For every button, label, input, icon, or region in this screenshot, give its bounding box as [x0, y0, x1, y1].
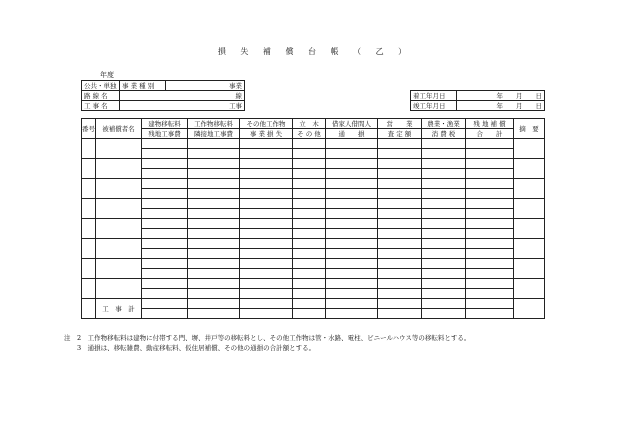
- col-header-top: 営 業: [378, 119, 422, 129]
- col-header-bottom: 事 業 損 失: [240, 129, 293, 139]
- amount-cell: [142, 199, 188, 209]
- amount-cell: [422, 299, 466, 309]
- amount-cell: [422, 149, 466, 159]
- col-header-top: 立 木: [293, 119, 326, 129]
- amount-cell: [378, 279, 422, 289]
- dates-table: [410, 90, 545, 111]
- amount-cell: [378, 299, 422, 309]
- amount-cell: [422, 139, 466, 149]
- route-name-label: 路 線 名: [82, 91, 120, 101]
- col-number-header: 番号: [82, 119, 96, 139]
- amount-cell: [293, 289, 326, 299]
- amount-cell: [326, 259, 378, 269]
- amount-cell: [240, 249, 293, 259]
- amount-cell: [142, 159, 188, 169]
- amount-cell: [293, 169, 326, 179]
- amount-cell: [188, 249, 240, 259]
- amount-cell: [378, 159, 422, 169]
- note-2: 注 2 工作物移転料は建物に付帯する門、塀、井戸等の移転料とし、その他工作物は管・水路、電柱、ビニールハウス等の移転料とする。: [64, 334, 471, 342]
- remarks-cell: [514, 299, 545, 319]
- amount-cell: [142, 269, 188, 279]
- amount-cell: [326, 229, 378, 239]
- amount-cell: [188, 279, 240, 289]
- remarks-cell: [514, 159, 545, 179]
- amount-cell: [142, 249, 188, 259]
- amount-cell: [142, 149, 188, 159]
- row-number-cell: [82, 199, 96, 219]
- amount-cell: [188, 209, 240, 219]
- amount-cell: [188, 149, 240, 159]
- amount-cell: [326, 139, 378, 149]
- col-header-bottom: 残地工事費: [142, 129, 188, 139]
- amount-cell: [188, 309, 240, 319]
- amount-cell: [240, 209, 293, 219]
- ledger-row: [82, 259, 545, 269]
- amount-cell: [188, 159, 240, 169]
- amount-cell: [422, 159, 466, 169]
- remarks-cell: [514, 179, 545, 199]
- col-header-top: その他工作物: [240, 119, 293, 129]
- amount-cell: [466, 179, 514, 189]
- ledger-row: [82, 199, 545, 209]
- amount-cell: [142, 219, 188, 229]
- amount-cell: [240, 269, 293, 279]
- amount-cell: [240, 279, 293, 289]
- amount-cell: [326, 149, 378, 159]
- amount-cell: [378, 149, 422, 159]
- amount-cell: [326, 169, 378, 179]
- col-header-top: 建物移転料: [142, 119, 188, 129]
- col-header-bottom: 隣接地工事費: [188, 129, 240, 139]
- ledger-row: [82, 269, 545, 279]
- amount-cell: [378, 229, 422, 239]
- amount-cell: [422, 309, 466, 319]
- amount-cell: [466, 209, 514, 219]
- amount-cell: [142, 299, 188, 309]
- amount-cell: [466, 139, 514, 149]
- amount-cell: [466, 229, 514, 239]
- amount-cell: [240, 299, 293, 309]
- amount-cell: [466, 239, 514, 249]
- row-name-cell: [96, 219, 142, 239]
- remarks-cell: [514, 219, 545, 239]
- end-date-value: 年 月 日: [457, 101, 545, 111]
- amount-cell: [240, 289, 293, 299]
- amount-cell: [293, 239, 326, 249]
- amount-cell: [188, 219, 240, 229]
- ledger-row: [82, 219, 545, 229]
- amount-cell: [293, 179, 326, 189]
- amount-cell: [422, 229, 466, 239]
- amount-cell: [422, 239, 466, 249]
- remarks-cell: [514, 279, 545, 299]
- amount-cell: [326, 179, 378, 189]
- amount-cell: [240, 179, 293, 189]
- amount-cell: [466, 159, 514, 169]
- ledger-row: [82, 309, 545, 319]
- ledger-row: [82, 209, 545, 219]
- amount-cell: [466, 279, 514, 289]
- amount-cell: [422, 209, 466, 219]
- col-remarks-header: 摘 要: [514, 119, 545, 139]
- ledger-row: [82, 189, 545, 199]
- ledger-row: [82, 149, 545, 159]
- amount-cell: [240, 229, 293, 239]
- amount-cell: [378, 179, 422, 189]
- col-name-header: 被補償者名: [96, 119, 142, 139]
- amount-cell: [142, 179, 188, 189]
- col-header-bottom: 査 定 額: [378, 129, 422, 139]
- remarks-cell: [514, 139, 545, 159]
- amount-cell: [240, 219, 293, 229]
- amount-cell: [293, 199, 326, 209]
- amount-cell: [188, 299, 240, 309]
- amount-cell: [422, 289, 466, 299]
- amount-cell: [188, 259, 240, 269]
- amount-cell: [293, 259, 326, 269]
- amount-cell: [293, 139, 326, 149]
- ledger-row: [82, 179, 545, 189]
- amount-cell: [378, 239, 422, 249]
- row-name-cell: [96, 279, 142, 299]
- row-number-cell: [82, 259, 96, 279]
- amount-cell: [142, 279, 188, 289]
- note-3: 3 通損は、移転雑費、動産移転料、仮住居補償、その他の通損の合計額とする。: [64, 344, 316, 352]
- col-header-bottom: 通 損: [326, 129, 378, 139]
- col-header-top: 借家人借間人: [326, 119, 378, 129]
- amount-cell: [142, 239, 188, 249]
- amount-cell: [422, 179, 466, 189]
- remarks-cell: [514, 259, 545, 279]
- amount-cell: [293, 279, 326, 289]
- amount-cell: [466, 219, 514, 229]
- amount-cell: [378, 219, 422, 229]
- amount-cell: [188, 179, 240, 189]
- amount-cell: [188, 229, 240, 239]
- notes: [64, 333, 470, 353]
- col-header-bottom: 合 計: [466, 129, 514, 139]
- row-name-cell: [96, 159, 142, 179]
- amount-cell: [188, 199, 240, 209]
- amount-cell: [326, 279, 378, 289]
- amount-cell: [466, 289, 514, 299]
- amount-cell: [293, 269, 326, 279]
- project-info-table: [81, 80, 245, 111]
- amount-cell: [293, 249, 326, 259]
- amount-cell: [422, 259, 466, 269]
- ledger-row: [82, 229, 545, 239]
- row-name-cell: [96, 139, 142, 159]
- amount-cell: [422, 269, 466, 279]
- amount-cell: [188, 289, 240, 299]
- start-date-label: 着工年月日: [411, 91, 457, 101]
- amount-cell: [240, 239, 293, 249]
- amount-cell: [422, 249, 466, 259]
- amount-cell: [466, 149, 514, 159]
- amount-cell: [422, 189, 466, 199]
- public-single-label: 公共・単独: [82, 81, 120, 91]
- amount-cell: [293, 209, 326, 219]
- amount-cell: [466, 269, 514, 279]
- amount-cell: [378, 289, 422, 299]
- amount-cell: [240, 199, 293, 209]
- amount-cell: [293, 309, 326, 319]
- amount-cell: [422, 199, 466, 209]
- amount-cell: [326, 199, 378, 209]
- row-number-cell: [82, 239, 96, 259]
- row-name-cell: 工 事 計: [96, 299, 142, 319]
- amount-cell: [466, 169, 514, 179]
- row-number-cell: [82, 219, 96, 239]
- amount-cell: [326, 299, 378, 309]
- amount-cell: [378, 139, 422, 149]
- amount-cell: [326, 289, 378, 299]
- remarks-cell: [514, 239, 545, 259]
- amount-cell: [293, 189, 326, 199]
- amount-cell: [466, 299, 514, 309]
- amount-cell: [466, 259, 514, 269]
- amount-cell: [378, 259, 422, 269]
- amount-cell: [142, 189, 188, 199]
- row-number-cell: [82, 139, 96, 159]
- amount-cell: [378, 169, 422, 179]
- row-number-cell: [82, 159, 96, 179]
- col-header-bottom: 消 費 税: [422, 129, 466, 139]
- amount-cell: [240, 169, 293, 179]
- amount-cell: [466, 249, 514, 259]
- row-number-cell: [82, 279, 96, 299]
- route-suffix: 線: [120, 91, 245, 101]
- amount-cell: [293, 149, 326, 159]
- row-name-cell: [96, 179, 142, 199]
- amount-cell: [240, 189, 293, 199]
- amount-cell: [326, 239, 378, 249]
- amount-cell: [326, 189, 378, 199]
- start-date-value: 年 月 日: [457, 91, 545, 101]
- amount-cell: [188, 239, 240, 249]
- col-header-top: 農業・漁業: [422, 119, 466, 129]
- ledger-row: [82, 249, 545, 259]
- amount-cell: [240, 139, 293, 149]
- amount-cell: [422, 219, 466, 229]
- remarks-cell: [514, 199, 545, 219]
- amount-cell: [326, 159, 378, 169]
- amount-cell: [293, 219, 326, 229]
- ledger-row: [82, 299, 545, 309]
- amount-cell: [188, 169, 240, 179]
- amount-cell: [378, 189, 422, 199]
- row-number-cell: [82, 179, 96, 199]
- end-date-label: 竣工年月日: [411, 101, 457, 111]
- amount-cell: [422, 169, 466, 179]
- amount-cell: [378, 309, 422, 319]
- work-name-label: 工 事 名: [82, 101, 120, 111]
- year-label: 年度: [100, 71, 114, 79]
- work-suffix: 工事: [120, 101, 245, 111]
- row-number-cell: [82, 299, 96, 319]
- row-name-cell: [96, 259, 142, 279]
- amount-cell: [240, 149, 293, 159]
- amount-cell: [142, 309, 188, 319]
- amount-cell: [422, 279, 466, 289]
- col-header-top: 残 地 補 償: [466, 119, 514, 129]
- amount-cell: [466, 199, 514, 209]
- amount-cell: [326, 209, 378, 219]
- ledger-row: [82, 139, 545, 149]
- ledger-row: [82, 279, 545, 289]
- amount-cell: [326, 219, 378, 229]
- project-suffix: 事業: [166, 81, 245, 91]
- amount-cell: [466, 189, 514, 199]
- amount-cell: [142, 169, 188, 179]
- amount-cell: [142, 259, 188, 269]
- ledger-row: [82, 239, 545, 249]
- col-header-top: 工作物移転料: [188, 119, 240, 129]
- amount-cell: [378, 209, 422, 219]
- amount-cell: [142, 229, 188, 239]
- amount-cell: [326, 309, 378, 319]
- amount-cell: [293, 159, 326, 169]
- ledger-row: [82, 289, 545, 299]
- col-header-bottom: そ の 他: [293, 129, 326, 139]
- amount-cell: [240, 309, 293, 319]
- amount-cell: [142, 209, 188, 219]
- amount-cell: [378, 269, 422, 279]
- ledger-table: [81, 118, 545, 319]
- row-name-cell: [96, 199, 142, 219]
- amount-cell: [142, 289, 188, 299]
- project-type-label: 事 業 種 別: [120, 81, 166, 91]
- ledger-row: [82, 159, 545, 169]
- amount-cell: [326, 249, 378, 259]
- row-name-cell: [96, 239, 142, 259]
- amount-cell: [293, 299, 326, 309]
- page-title: 損 失 補 償 台 帳 （ 乙 ）: [217, 47, 413, 56]
- amount-cell: [188, 189, 240, 199]
- amount-cell: [188, 269, 240, 279]
- ledger-row: [82, 169, 545, 179]
- amount-cell: [240, 159, 293, 169]
- amount-cell: [466, 309, 514, 319]
- amount-cell: [326, 269, 378, 279]
- amount-cell: [142, 139, 188, 149]
- amount-cell: [293, 229, 326, 239]
- amount-cell: [188, 139, 240, 149]
- amount-cell: [240, 259, 293, 269]
- amount-cell: [378, 199, 422, 209]
- amount-cell: [378, 249, 422, 259]
